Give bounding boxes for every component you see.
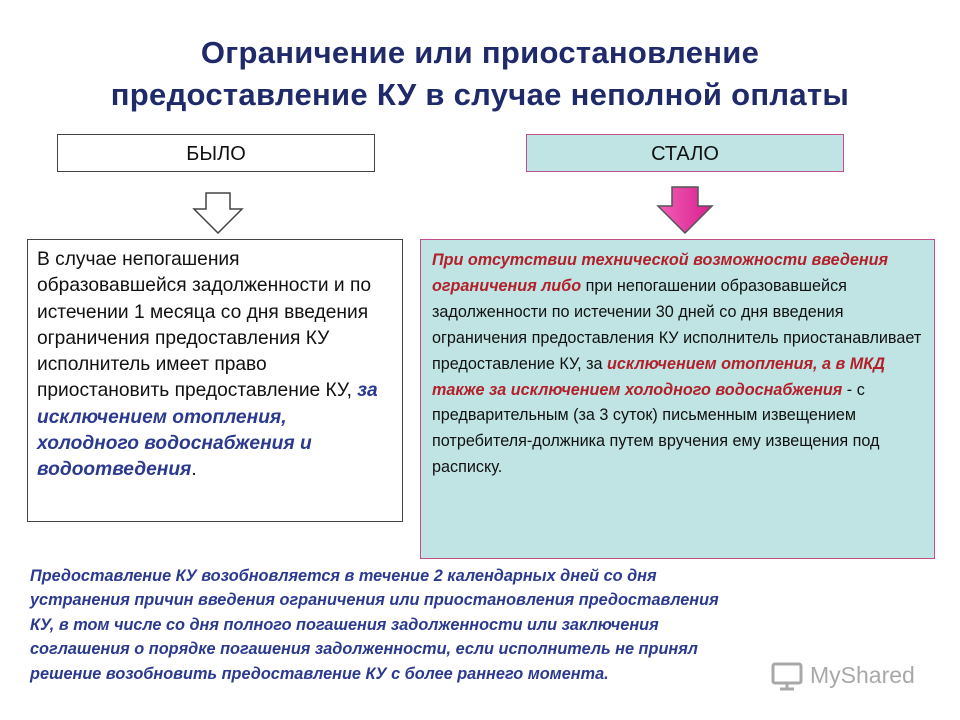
note-line-1: Предоставление КУ возобновляется в течение 2 календарных дней со дня	[30, 567, 657, 585]
down-arrow-outline-icon	[192, 192, 244, 234]
before-text-plain: В случае непогашения образовавшейся задолженности и по истечении 1 месяца со дня введения ограничения предоставления КУ исполнитель имеет право приостановить предоставление КУ,	[37, 249, 372, 402]
after-text-emphasis-1: При отсутствии технической возможности введения ограничения либо	[432, 251, 889, 295]
note-line-2: устранения причин введения ограничения или приостановления предоставления	[30, 591, 719, 610]
after-text-emphasis-2: исключением отопления, а в МКД также за исключением холодного водоснабжения	[432, 354, 885, 399]
after-text-plain-2: - с предварительным (за 3 суток) письменным извещением потребителя-должника путем вручения ему извещения под расписку.	[432, 380, 880, 477]
slide-title	[0, 32, 960, 116]
before-label: БЫЛО	[57, 134, 375, 172]
down-arrow-filled-icon	[656, 186, 714, 234]
note-line-4: соглашения о порядке погашения задолженности, если исполнитель не принял	[30, 640, 698, 659]
before-text-box	[27, 239, 403, 522]
watermark	[770, 656, 915, 694]
after-label: СТАЛО	[526, 134, 844, 172]
title-line-1: Ограничение или приостановление	[200, 35, 760, 70]
before-text-end: .	[191, 459, 197, 481]
before-text-emphasis: за исключением отопления, холодного водоснабжения и водоотведения	[37, 380, 378, 481]
watermark-text: MyShared	[810, 661, 915, 688]
presentation-icon	[770, 658, 804, 692]
title-line-2: предоставление КУ в случае неполной оплаты	[110, 77, 850, 112]
after-text-plain-1: при непогашении образовавшейся задолженности по истечении 30 дней со дня введения ограничения предоставления КУ исполнитель приостанавливает предоставление КУ, за	[432, 276, 922, 373]
after-text-box	[420, 239, 935, 559]
note-line-5: решение возобновить предоставление КУ с более раннего момента.	[30, 664, 609, 683]
note-line-3: КУ, в том числе со дня полного погашения задолженности или заключения	[30, 615, 659, 634]
